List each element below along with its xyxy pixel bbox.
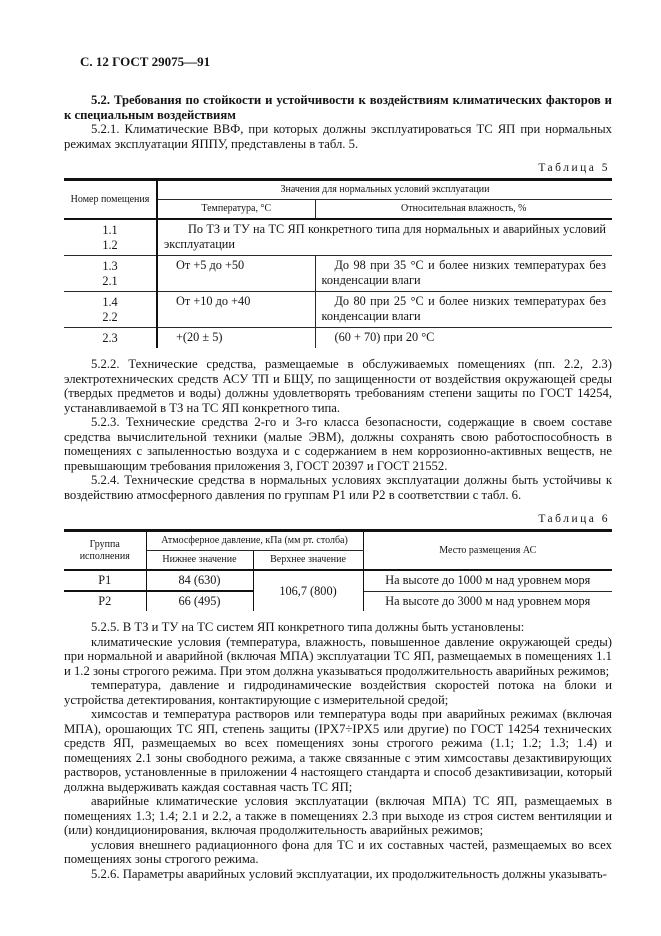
table6-caption: Таблица 6 [538,513,610,525]
table5-header-values: Значения для нормальных условий эксплуатации [157,180,612,200]
table5-room-cell [64,328,157,349]
table-6 [64,529,612,611]
table-row [64,292,612,328]
section-5-2-title: 5.2. Требования по стойкости и устойчивости к воздействиям климатических факторов и к специальным воздействиям [64,93,612,122]
table5-caption: Таблица 5 [538,162,610,174]
table5-temp-cell: От +10 до +40 [157,292,315,328]
table6-lower-cell: 66 (495) [178,594,221,608]
para-5-2-5-intro: 5.2.5. В ТЗ и ТУ на ТС систем ЯП конкретного типа должны быть установлены: [91,620,525,634]
table6-header-group: Группа исполнения [64,531,146,571]
para-5-2-5-item-chemical: химсостав и температура растворов или температура воды при аварийных режимах (включая МПА), орошающих ТС ЯП, степень защиты (IPX7÷IPX5 или другие) по ГОСТ 14254 технических средств ЯП, размещаемых во всех помещениях зоны строгого режима (1.1; 1.2; 1.3; 1.4) и помещениях 2.1 зоны свободного режима, а также связанные с этим химсоставы дезактивирующих растворов, установленные в приложении 4 настоящего стандарта и способ дезактивизации, который должна выдерживать каждая составная часть ТС ЯП; [64,707,612,794]
table-5 [64,178,612,348]
table5-room-cell [64,256,157,292]
table5-header-humidity: Относительная влажность, % [401,203,527,214]
page-header: С. 12 ГОСТ 29075—91 [80,54,211,69]
table-row [64,219,612,256]
table6-header-location: Место размещения АС [439,544,537,556]
para-5-2-5-item-hydrodynamic: температура, давление и гидродинамические воздействия скоростей потока на блоки и устройства детектирования, контактирующие с измерительной средой; [64,678,612,707]
para-5-2-5-item-climatic: климатические условия (температура, влажность, повышенное давление окружающей среды) при нормальной и аварийной (включая МПА) эксплуатации ТС ЯП, размещаемых в помещениях 1.1 и 1.2 зоны строгого режима. При этом должна указываться продолжительность аварийных режимов; [64,634,612,678]
para-5-2-5-item-radiation: условия внешнего радиационного фона для ТС и их составных частей, размещаемых во всех помещениях зоны строгого режима. [64,837,612,866]
para-5-2-5-item-emergency: аварийные климатические условия эксплуатации (включая МПА) ТС ЯП, размещаемых в помещениях 1.3; 1.4; 2.1 и 2.2, а также в помещениях 2.3 при выходе из строя систем вентиляции и (или) кондиционирования, включая продолжительность аварийных режимов; [64,794,612,837]
room-number: 2.2 [102,310,118,324]
table6-group-cell: Р1 [64,570,146,591]
table6-header-lower: Нижнее значение [146,551,253,571]
para-5-2-3: 5.2.3. Технические средства 2-го и 3-го класса безопасности, содержащие в своем составе средства вычислительной техники (малые ЭВМ), должны сохранять свою работоспособность в помещениях с запыленностью воздуха и с содержанием в нем коррозионно-активных веществ, не превышающим требования приложения 3, ГОСТ 20397 и ГОСТ 21552. [64,415,612,473]
para-5-2-4: 5.2.4. Технические средства в нормальных условиях эксплуатации должны быть устойчивы к воздействию атмосферного давления по группам Р1 или Р2 в соответствии с табл. 6. [64,473,612,502]
table5-humidity-cell: До 80 при 25 °С и более низких температурах без конденсации влаги [315,292,612,328]
table5-humidity-cell: (60 + 70) при 20 °С [334,330,435,344]
para-5-2-2: 5.2.2. Технические средства, размещаемые в обслуживаемых помещениях (пп. 2.2, 2.3) электротехнических средств АСУ ТП и БЩУ, по защищенности от воздействия окружающей среды (твердых предметов и воды) должны удовлетворять требованиям степени защиты по ГОСТ 14254, устанавливаемой в ТЗ на ТС ЯП конкретного типа. [64,357,612,415]
table5-header-temperature: Температура, °С [157,200,315,220]
table6-header-pressure: Атмосферное давление, кПа (мм рт. столба) [146,531,363,551]
room-number: 1.4 [102,295,118,309]
table5-merged-cell: По ТЗ и ТУ на ТС ЯП конкретного типа для нормальных и аварийных условий эксплуатации [157,219,612,256]
room-number: 1.2 [102,238,118,252]
room-number: 2.3 [102,331,118,345]
room-number: 1.1 [102,223,118,237]
table6-location-cell: На высоте до 1000 м над уровнем моря [363,570,612,591]
table5-humidity-cell: До 98 при 35 °С и более низких температурах без конденсации влаги [315,256,612,292]
table6-lower-cell: 84 (630) [146,570,253,591]
room-number: 2.1 [102,274,118,288]
para-5-2-1: 5.2.1. Климатические ВВФ, при которых должны эксплуатироваться ТС ЯП при нормальных режимах эксплуатации ЯППУ, представлены в табл. 5. [64,122,612,151]
table5-room-cell [64,292,157,328]
room-number: 1.3 [102,259,118,273]
table5-room-cell [64,219,157,256]
table-row [64,256,612,292]
table5-header-room: Номер помещения [64,180,157,220]
table6-location-cell: На высоте до 3000 м над уровнем моря [385,593,591,608]
para-5-2-6: 5.2.6. Параметры аварийных условий эксплуатации, их продолжительность должны указывать- [91,866,607,881]
table6-group-cell: Р2 [64,591,146,611]
table5-temp-cell: +(20 ± 5) [157,328,315,349]
table-row [64,570,612,591]
table6-header-upper: Верхнее значение [253,551,363,571]
table-row [64,328,612,349]
table5-temp-cell: От +5 до +50 [157,256,315,292]
table6-upper-merged-cell: 106,7 (800) [253,570,363,611]
